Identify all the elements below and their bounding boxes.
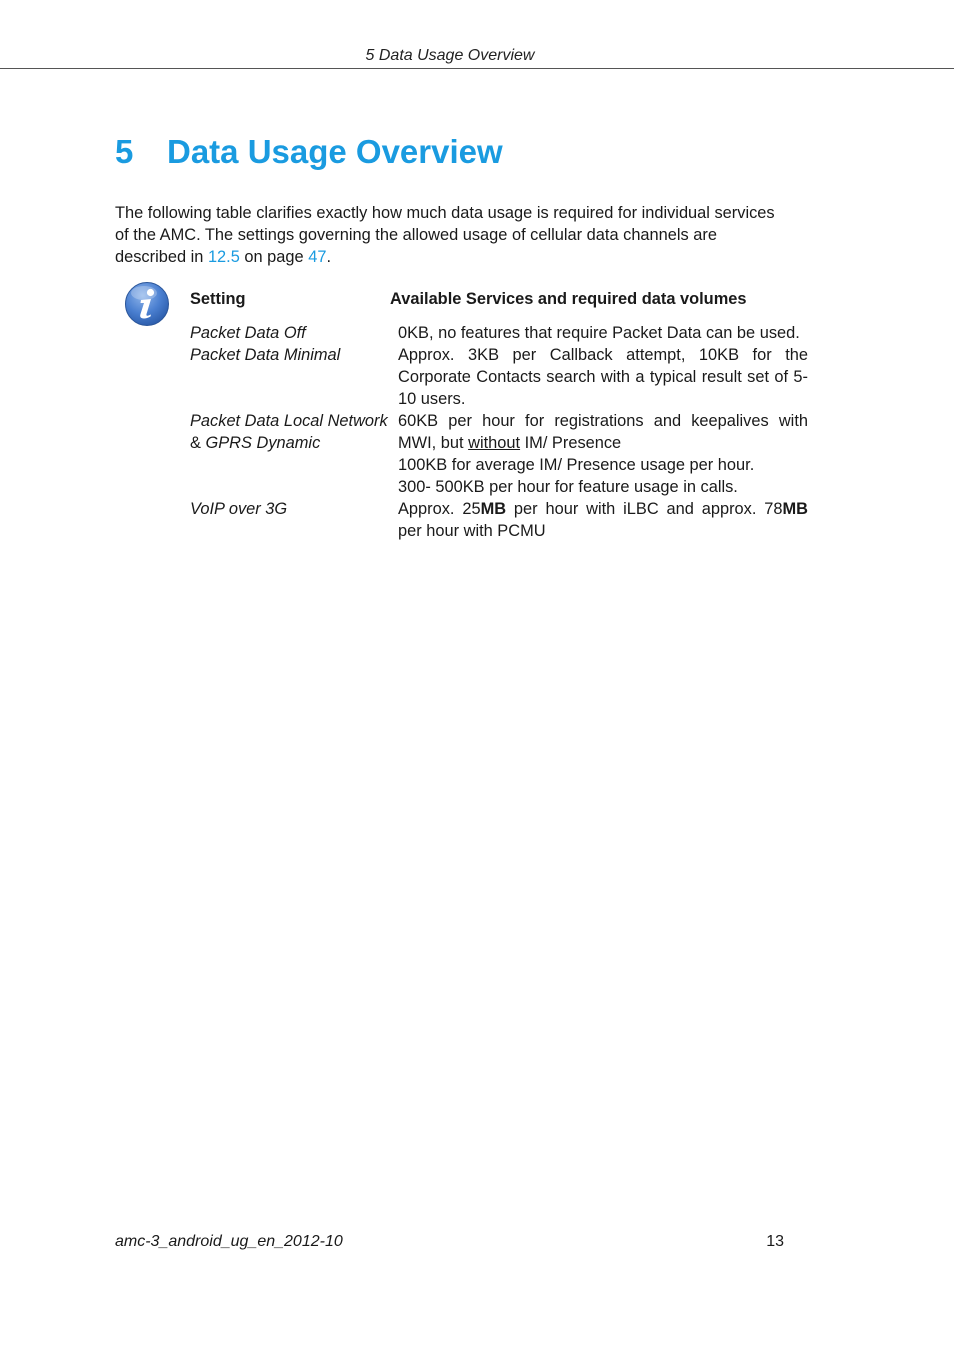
description-cell — [398, 498, 808, 542]
info-icon — [124, 281, 170, 327]
description-text-c: per hour with PCMU — [398, 522, 546, 540]
chapter-title-text: Data Usage Overview — [167, 133, 503, 170]
column-header-setting: Setting — [190, 290, 246, 308]
description-cell — [398, 410, 808, 498]
table-row — [190, 344, 808, 410]
description-line: 300- 500KB per hour for feature usage in calls. — [398, 478, 738, 496]
setting-cell — [190, 410, 398, 498]
setting-cell: Packet Data Off — [190, 324, 306, 342]
chapter-title — [115, 133, 503, 171]
table-row — [190, 410, 808, 498]
description-cell: Approx. 3KB per Callback attempt, 10KB for the Corporate Contacts search with a typical result set of 5-10 users. — [398, 346, 808, 408]
running-header: 5 Data Usage Overview — [365, 47, 535, 64]
table-row — [190, 498, 808, 542]
description-text-b: per hour with iLBC and approx. 78 — [506, 500, 783, 518]
setting-ampersand: & — [190, 434, 206, 452]
setting-cell: VoIP over 3G — [190, 500, 288, 518]
unit-bold: MB — [782, 500, 808, 518]
intro-text-2: on page — [239, 248, 309, 266]
description-line — [398, 410, 808, 454]
setting-text-b: GPRS Dynamic — [205, 434, 321, 452]
footer-page-number: 13 — [766, 1233, 784, 1250]
section-reference-link[interactable]: 12.5 — [207, 248, 240, 266]
description-cell: 0KB, no features that require Packet Data can be used. — [398, 324, 800, 342]
unit-bold: MB — [480, 500, 507, 518]
description-text-b: IM/ Presence — [520, 434, 622, 452]
setting-cell: Packet Data Minimal — [190, 346, 341, 364]
chapter-number: 5 — [115, 133, 134, 170]
footer-doc-id: amc-3_android_ug_en_2012-10 — [115, 1233, 343, 1250]
data-usage-table — [190, 288, 808, 542]
intro-text-3: . — [326, 248, 331, 266]
description-text-a: Approx. 25 — [398, 500, 481, 518]
description-text-a: 60KB per hour for registrations and keepalives with MWI, but — [398, 412, 808, 452]
intro-paragraph — [115, 202, 787, 268]
intro-text-1: The following table clarifies exactly how much data usage is required for individual services of the AMC. The settings governing the allowed usage of cellular data channels are described in — [115, 204, 775, 266]
page-reference-link[interactable]: 47 — [308, 248, 327, 266]
description-line: 100KB for average IM/ Presence usage per hour. — [398, 456, 755, 474]
setting-text-a: Packet Data Local Network — [190, 412, 388, 430]
table-row — [190, 322, 800, 344]
header-rule — [0, 68, 954, 69]
table-header-row — [190, 288, 800, 322]
column-header-services: Available Services and required data volumes — [390, 290, 747, 308]
underlined-word: without — [468, 434, 521, 452]
